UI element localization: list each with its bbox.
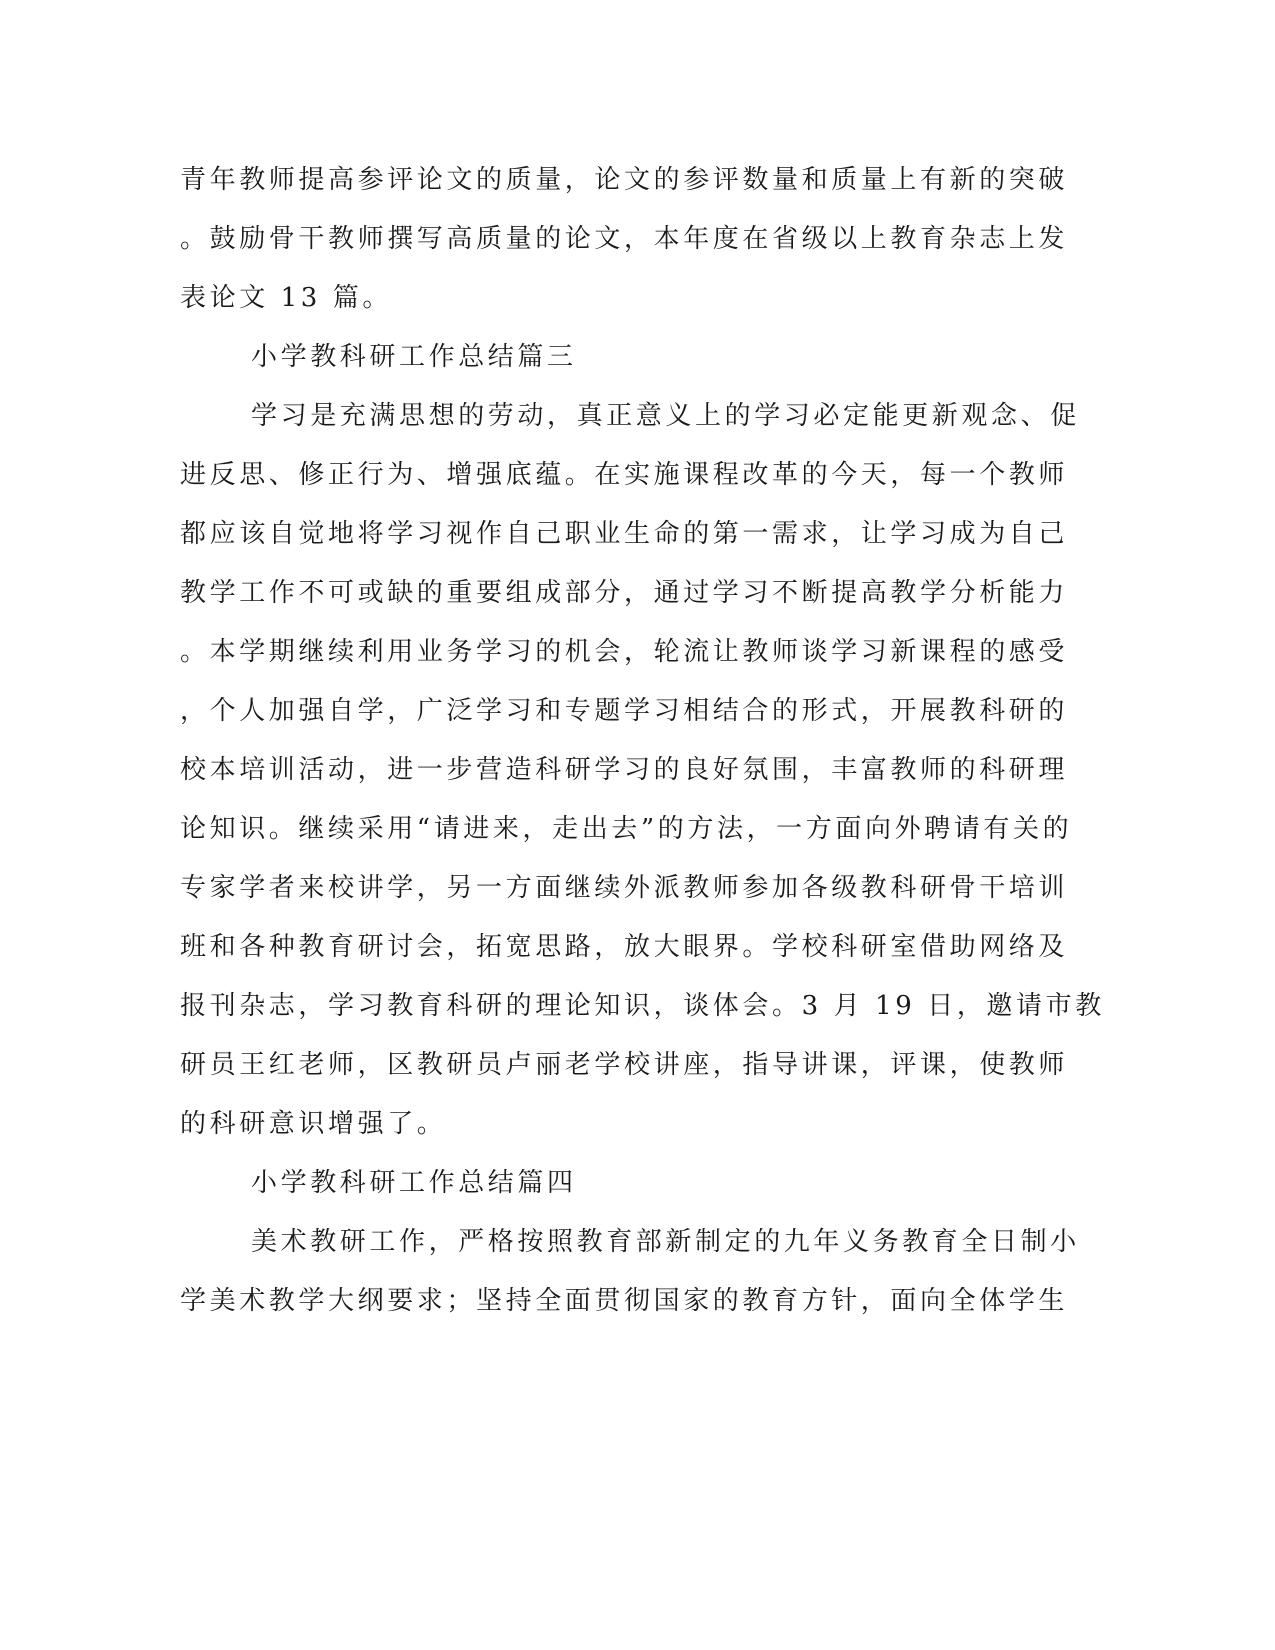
text-line: 进反思、修正行为、增强底蕴。在实施课程改革的今天，每一个教师: [180, 460, 1069, 490]
text-line: 论知识。继续采用“请进来，走出去”的方法，一方面向外聘请有关的: [180, 814, 1073, 844]
section-heading: 小学教科研工作总结篇三: [251, 342, 577, 372]
text-line: 都应该自觉地将学习视作自己职业生命的第一需求，让学习成为自己: [180, 519, 1069, 549]
text-line: 研员王红老师，区教研员卢丽老学校讲座，指导讲课，评课，使教师: [180, 1050, 1069, 1080]
text-line: 班和各种教育研讨会，拓宽思路，放大眼界。学校科研室借助网络及: [180, 932, 1069, 962]
text-line: 学习是充满思想的劳动，真正意义上的学习必定能更新观念、促: [251, 401, 1080, 431]
text-line: 专家学者来校讲学，另一方面继续外派教师参加各级教科研骨干培训: [180, 873, 1069, 903]
text-line: 表论文 13 篇。: [180, 283, 393, 313]
text-line: 青年教师提高参评论文的质量，论文的参评数量和质量上有新的突破: [180, 165, 1069, 195]
text-line: 校本培训活动，进一步营造科研学习的良好氛围，丰富教师的科研理: [180, 755, 1069, 785]
text-line: ，个人加强自学，广泛学习和专题学习相结合的形式，开展教科研的: [180, 696, 1069, 726]
text-line: 。本学期继续利用业务学习的机会，轮流让教师谈学习新课程的感受: [180, 637, 1069, 667]
text-line: 。鼓励骨干教师撰写高质量的论文，本年度在省级以上教育杂志上发: [180, 224, 1069, 254]
text-line: 的科研意识增强了。: [180, 1109, 447, 1139]
text-line: 教学工作不可或缺的重要组成部分，通过学习不断提高教学分析能力: [180, 578, 1069, 608]
text-line: 美术教研工作，严格按照教育部新制定的九年义务教育全日制小: [251, 1227, 1080, 1257]
text-line: 报刊杂志，学习教育科研的理论知识，谈体会。3 月 19 日，邀请市教: [180, 991, 1105, 1021]
text-line: 学美术教学大纲要求；坚持全面贯彻国家的教育方针，面向全体学生: [180, 1286, 1069, 1316]
section-heading: 小学教科研工作总结篇四: [251, 1168, 577, 1198]
